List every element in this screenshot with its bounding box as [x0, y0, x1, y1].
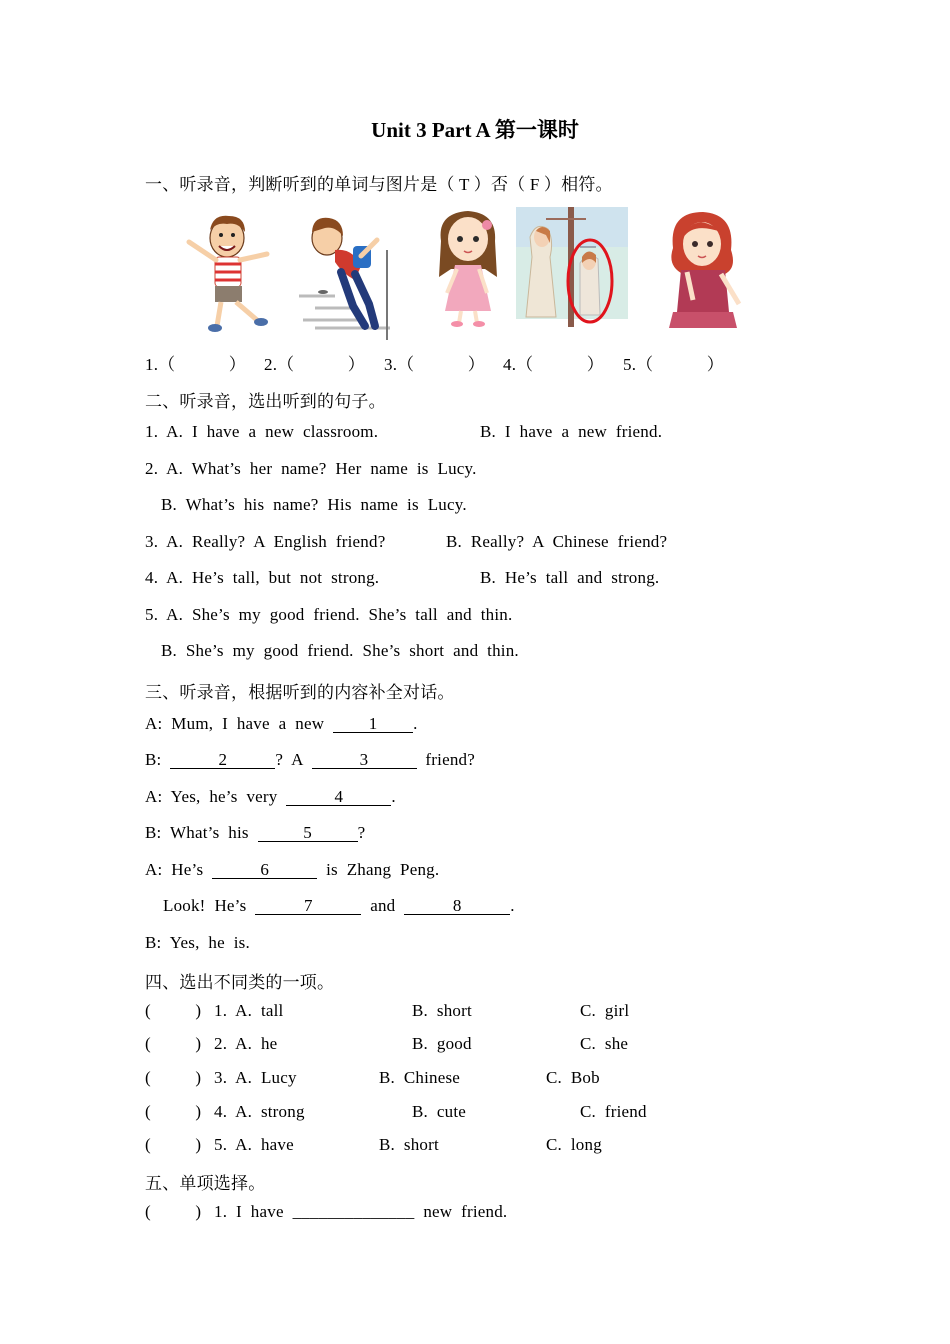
- blank-5[interactable]: 5: [258, 824, 358, 842]
- s4-q5-paren[interactable]: ( ): [145, 1135, 202, 1154]
- height-chart-icon: [516, 207, 628, 327]
- blank-2[interactable]: 2: [170, 751, 275, 769]
- dialog-line-4: [145, 823, 365, 843]
- s5-q1: [214, 1202, 507, 1222]
- girl-red-hair-icon: [665, 208, 747, 330]
- s2-q2-a: 2. A. What’s her name? Her name is Lucy.: [145, 459, 477, 478]
- s2-q4-a: 4. A. He’s tall, but not strong.: [145, 568, 380, 587]
- s2-q5-a: 5. A. She’s my good friend. She’s tall and thin.: [145, 605, 513, 624]
- s4-q4-b: B. cute: [412, 1102, 467, 1121]
- blank-6[interactable]: 6: [212, 861, 317, 879]
- answer-label-1: 1.（ ）: [145, 355, 246, 374]
- dialog-text: ?: [357, 823, 366, 842]
- dialog-line-3: [145, 787, 396, 807]
- page-title: Unit 3 Part A 第一课时: [371, 118, 579, 142]
- s4-q1-b: B. short: [412, 1001, 472, 1020]
- s4-q4-paren[interactable]: ( ): [145, 1102, 202, 1121]
- s2-q1-a: 1. A. I have a new classroom.: [145, 422, 379, 441]
- blank-3[interactable]: 3: [312, 751, 417, 769]
- dialog-text: ? A: [275, 750, 312, 769]
- s4-q3-a: 3. A. Lucy: [214, 1068, 297, 1087]
- s2-q4-b: B. He’s tall and strong.: [480, 568, 660, 587]
- dialog-line-1: [145, 714, 418, 734]
- boy-climbing-icon: [295, 210, 393, 340]
- dialog-text: A: He’s: [145, 860, 213, 879]
- section3-heading: 三、听录音，根据听到的内容补全对话。: [145, 683, 455, 702]
- dialog-line-7: B: Yes, he is.: [145, 933, 250, 952]
- s2-q2-b: B. What’s his name? His name is Lucy.: [161, 495, 467, 514]
- question-text: new friend.: [414, 1202, 508, 1221]
- s4-q1-paren[interactable]: ( ): [145, 1001, 202, 1020]
- dialog-text: B:: [145, 750, 171, 769]
- dialog-text: .: [391, 787, 396, 806]
- dialog-text: Look! He’s: [163, 896, 256, 915]
- blank-1[interactable]: 1: [333, 715, 413, 733]
- section1-heading: 一、听录音，判断听到的单词与图片是（ T ）否（ F ）相符。: [145, 175, 613, 194]
- s4-q2-a: 2. A. he: [214, 1034, 278, 1053]
- blank-8[interactable]: 8: [404, 897, 510, 915]
- s4-q4-a: 4. A. strong: [214, 1102, 305, 1121]
- boy-jumping-icon: [183, 210, 273, 336]
- dialog-line-6: [163, 896, 515, 916]
- s4-q5-a: 5. A. have: [214, 1135, 294, 1154]
- blank-4[interactable]: 4: [286, 788, 391, 806]
- dialog-text: is Zhang Peng.: [317, 860, 440, 879]
- dialog-text: and: [361, 896, 405, 915]
- s4-q3-b: B. Chinese: [379, 1068, 461, 1087]
- answer-label-2: 2.（ ）: [264, 355, 365, 374]
- dialog-line-2: [145, 750, 475, 770]
- s2-q1-b: B. I have a new friend.: [480, 422, 663, 441]
- s4-q2-paren[interactable]: ( ): [145, 1034, 202, 1053]
- s4-q3-c: C. Bob: [546, 1068, 600, 1087]
- s2-q3-b: B. Really? A Chinese friend?: [446, 532, 668, 551]
- answer-label-4: 4.（ ）: [503, 355, 604, 374]
- dialog-text: B: What’s his: [145, 823, 258, 842]
- section2-heading: 二、听录音，选出听到的句子。: [145, 392, 386, 411]
- dialog-line-5: [145, 860, 439, 880]
- answer-blank[interactable]: ______________: [292, 1202, 415, 1221]
- dialog-text: .: [510, 896, 515, 915]
- s4-q1-c: C. girl: [580, 1001, 630, 1020]
- dialog-text: A: Mum, I have a new: [145, 714, 334, 733]
- girl-pink-dress-icon: [435, 207, 501, 329]
- s5-q1-paren[interactable]: ( ): [145, 1202, 202, 1221]
- s4-q4-c: C. friend: [580, 1102, 647, 1121]
- s4-q3-paren[interactable]: ( ): [145, 1068, 202, 1087]
- s2-q3-a: 3. A. Really? A English friend?: [145, 532, 386, 551]
- dialog-text: friend?: [416, 750, 475, 769]
- section4-heading: 四、选出不同类的一项。: [145, 973, 335, 992]
- s4-q2-c: C. she: [580, 1034, 629, 1053]
- s4-q2-b: B. good: [412, 1034, 472, 1053]
- question-text: 1. I have: [214, 1202, 293, 1221]
- section5-heading: 五、单项选择。: [145, 1174, 266, 1193]
- dialog-text: .: [413, 714, 418, 733]
- s4-q5-c: C. long: [546, 1135, 602, 1154]
- answer-label-5: 5.（ ）: [623, 355, 724, 374]
- s2-q5-b: B. She’s my good friend. She’s short and thin.: [161, 641, 519, 660]
- s4-q1-a: 1. A. tall: [214, 1001, 284, 1020]
- dialog-text: A: Yes, he’s very: [145, 787, 287, 806]
- answer-label-3: 3.（ ）: [384, 355, 485, 374]
- blank-7[interactable]: 7: [255, 897, 361, 915]
- s4-q5-b: B. short: [379, 1135, 439, 1154]
